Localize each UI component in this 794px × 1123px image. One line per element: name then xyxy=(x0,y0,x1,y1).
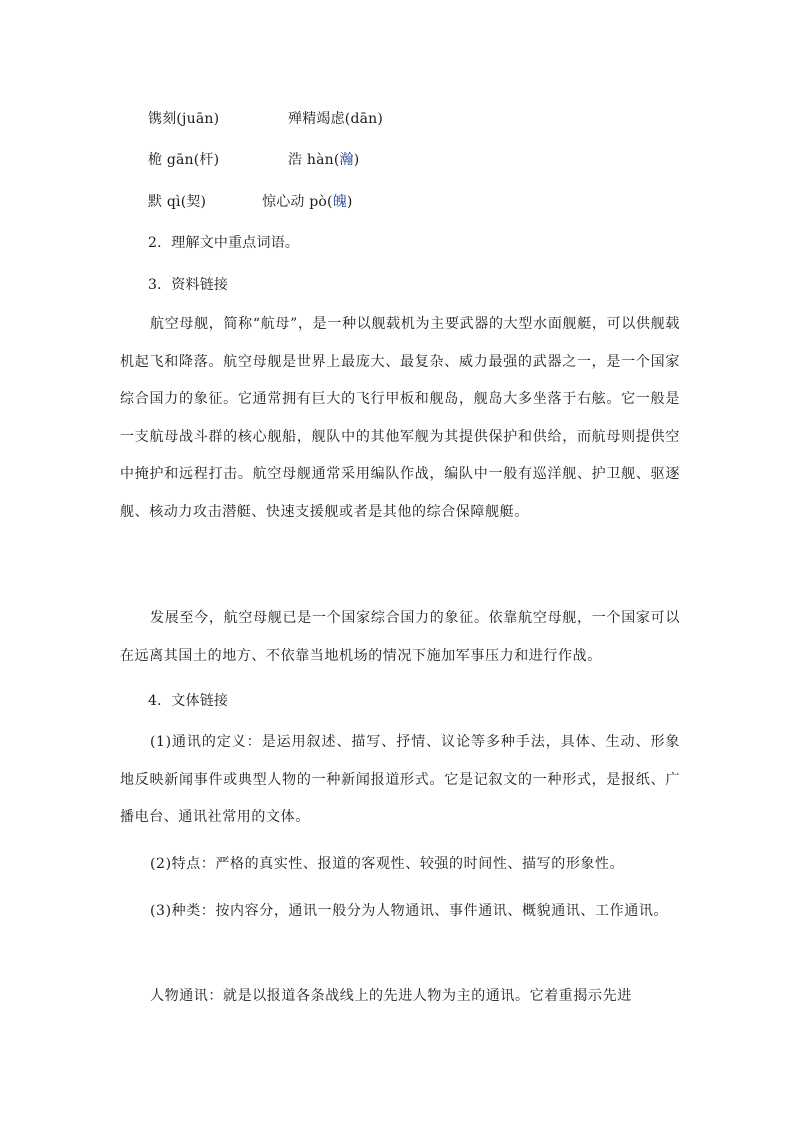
definition-paragraph: (1)通讯的定义：是运用叙述、描写、抒情、议论等多种手法，具体、生动、形象地反映新闻事件或典型人物的一种新闻报道形式。它是记叙文的一种形式，是报纸、广播电台、通讯社常用的文体。 xyxy=(120,734,680,826)
development-paragraph: 发展至今，航空母舰已是一个国家综合国力的象征。依靠航空母舰，一个国家可以在远离其国土的地方、不依靠当地机场的情况下施加军事压力和进行作战。 xyxy=(120,610,680,664)
types-paragraph: (3)种类：按内容分，通讯一般分为人物通讯、事件通讯、概貌通讯、工作通讯。 xyxy=(150,903,669,919)
carrier-paragraph: 航空母舰，简称“航母”，是一种以舰载机为主要武器的大型水面舰艇，可以供舰载机起飞和降落。航空母舰是世界上最庞大、最复杂、威力最强的武器之一，是一个国家综合国力的象征。它通常拥有巨大的飞行甲板和舰岛，舰岛大多坐落于右舷。它一般是一支航母战斗群的核心舰船，舰队中的其他军舰为其提供保护和供给，而航母则提供空中掩护和远程打击。航空母舰通常采用编队作战，编队中一般有巡洋舰、护卫舰、驱逐舰、核动力攻击潜艇、快速支援舰或者是其他的综合保障舰艇。 xyxy=(120,316,680,520)
pinyin-item-2b-text: 浩 hàn( xyxy=(288,152,340,168)
pinyin-item-2b xyxy=(288,150,359,170)
pinyin-item-2b-close: ) xyxy=(353,152,360,168)
pinyin-item-1b: 殚精竭虑(dān) xyxy=(288,111,384,127)
pinyin-item-1a: 镌刻(juān) xyxy=(148,111,220,127)
section-2-heading: 2．理解文中重点词语。 xyxy=(148,235,300,251)
section-3-heading: 3．资料链接 xyxy=(148,277,229,293)
pinyin-item-3b xyxy=(262,192,353,212)
section-4-heading: 4．文体链接 xyxy=(148,693,229,709)
pinyin-item-3b-char: 魄 xyxy=(332,194,347,210)
pinyin-item-2b-char: 瀚 xyxy=(339,152,354,168)
pinyin-item-3b-close: ) xyxy=(346,194,353,210)
pinyin-item-2a: 桅 gān(杆) xyxy=(148,152,220,168)
person-report-paragraph: 人物通讯：就是以报道各条战线上的先进人物为主的通讯。它着重揭示先进 xyxy=(150,988,632,1004)
features-paragraph: (2)特点：严格的真实性、报道的客观性、较强的时间性、描写的形象性。 xyxy=(150,856,625,872)
pinyin-item-3b-text: 惊心动 pò( xyxy=(262,194,333,210)
pinyin-item-3a: 默 qì(契) xyxy=(148,194,207,210)
